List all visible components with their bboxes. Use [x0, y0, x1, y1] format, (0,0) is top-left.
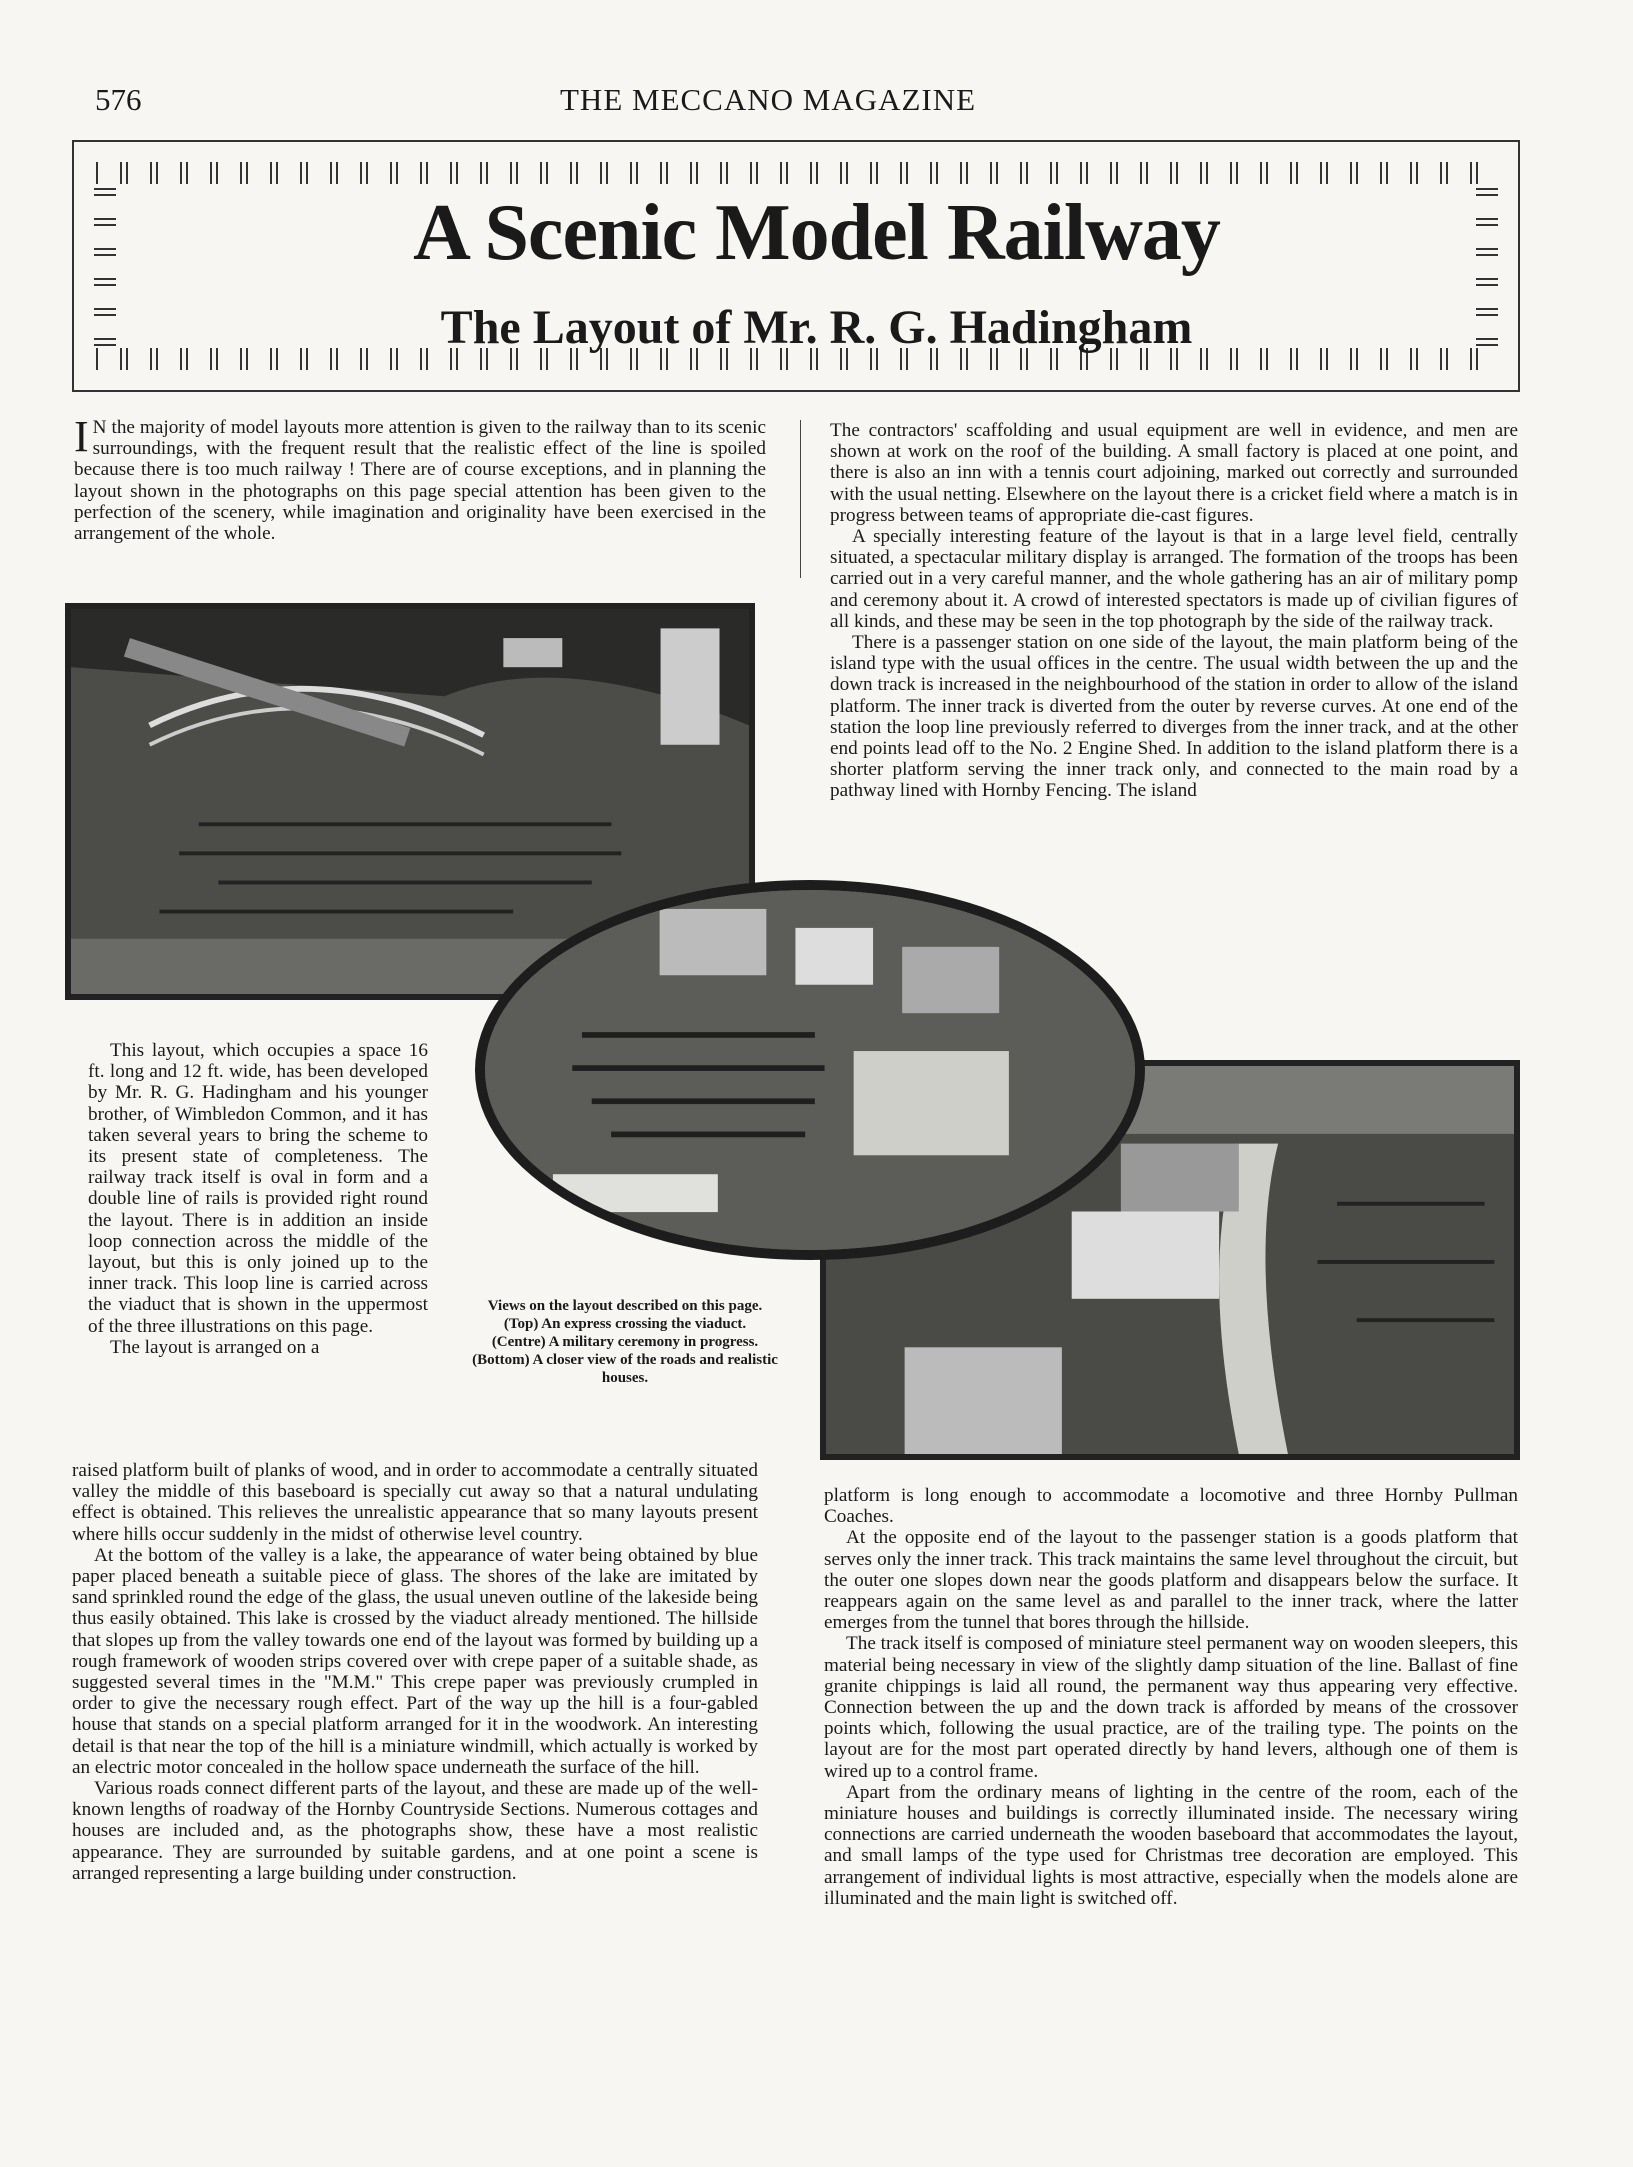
caption-line: Views on the layout described on this page. — [487, 1298, 763, 1314]
right-column-bottom — [824, 1485, 1518, 1909]
magazine-title: THE MECCANO MAGAZINE — [560, 82, 977, 117]
article-subtitle: The Layout of Mr. R. G. Hadingham — [440, 301, 1193, 354]
paragraph: At the opposite end of the layout to the passenger station is a goods platform that serves only the inner track. This track maintains the same level throughout the circuit, but the outer one slopes down near the goods platform and disappears below the surface. It reappears again on the same level as and parallel to the inner track, where the latter emerges from the tunnel that bores through the hillside. — [824, 1527, 1518, 1634]
paragraph: The track itself is composed of miniature steel permanent way on wooden sleepers, this material being necessary in view of the slightly damp situation of the line. Ballast of fine granite chippings is laid all round, the permanent way thus appearing very effective. Connection between the up and the down track is afforded by means of the crossover points which, following the usual practice, are of the trailing type. The points on the layout are for the most part operated directly by hand levers, although one of them is wired up to a control frame. — [824, 1633, 1518, 1782]
paragraph: Apart from the ordinary means of lighting in the centre of the room, each of the miniature houses and buildings is correctly illuminated inside. The necessary wiring connections are carried underneath the wooden baseboard that accommodates the layout, and small lamps of the type used for Christmas tree decoration are employed. This arrangement of individual lights is most attractive, especially when the models alone are illuminated and the main light is switched off. — [824, 1781, 1518, 1909]
caption-line: (Centre) A military ceremony in progress. — [491, 1334, 759, 1350]
intro-column — [74, 412, 766, 545]
left-column-middle — [88, 1040, 428, 1358]
page-number: 576 — [95, 82, 142, 117]
drop-cap: I — [74, 412, 89, 461]
paragraph: This layout, which occupies a space 16 ft. long and 12 ft. wide, has been developed by Mr. R. G. Hadingham and his younger brother, of Wimbledon Common, and it has taken several years to bring the scheme to its present state of completeness. The railway track itself is oval in form and a double line of rails is provided right round the layout. There is in addition an inside loop connection across the middle of the layout, but this is only joined up to the inner track. This loop line is carried across the viaduct that is shown in the uppermost of the three illustrations on this page. — [88, 1040, 428, 1337]
photo-military-ceremony — [475, 880, 1145, 1260]
intro-text: N the majority of model layouts more attention is given to the railway than to its scenic surroundings, with the frequent result that the realistic effect of the line is spoiled because there is too much railway ! There are of course exceptions, and in planning the layout shown in the photographs on this page special attention has been given to the perfection of the scenery, while imagination and originality have been exercised in the arrangement of the whole. — [74, 417, 766, 545]
paragraph: There is a passenger station on one side of the layout, the main platform being of the island type with the usual offices in the centre. The usual width between the up and the down track is increased in the neighbourhood of the station in order to allow of the island platform. The inner track is diverted from the outer by reverse curves. At one end of the station the loop line previously referred to diverges from the inner track, and at the other end points lead off to the No. 2 Engine Shed. In addition to the island platform there is a shorter platform serving the inner track only, and connected to the main road by a pathway lined with Hornby Fencing. The island — [830, 632, 1518, 802]
paragraph: At the bottom of the valley is a lake, the appearance of water being obtained by blue paper placed beneath a suitable piece of glass. The shores of the lake are imitated by sand sprinkled round the edge of the glass, the usual uneven outline of the lakeside being thus easily obtained. This lake is crossed by the viaduct already mentioned. The hillside that slopes up from the valley towards one end of the layout was formed by building up a rough framework of wooden strips covered over with crepe paper of a suitable shade, as suggested several times in the "M.M." This crepe paper was previously crumpled in order to give the necessary rough effect. Part of the way up the hill is a four-gabled house that stands on a special platform arranged for it in the woodwork. An interesting detail is that near the top of the hill is a miniature windmill, which actually is worked by an electric motor concealed in the hollow space underneath the surface of the hill. — [72, 1544, 758, 1778]
paragraph: Various roads connect different parts of the layout, and these are made up of the well-known lengths of roadway of the Hornby Countryside Sections. Numerous cottages and houses are included and, as the photographs show, these have a most realistic appearance. They are surrounded by suitable gardens, and at one point a scene is arranged representing a large building under construction. — [72, 1778, 758, 1884]
intro-paragraph — [74, 412, 766, 545]
caption-line: (Top) An express crossing the viaduct. — [503, 1316, 747, 1332]
paragraph: The layout is arranged on a — [110, 1336, 320, 1358]
paragraph: platform is long enough to accommodate a locomotive and three Hornby Pullman Coaches. — [824, 1485, 1518, 1528]
article-title: A Scenic Model Railway — [413, 189, 1220, 277]
paragraph: The contractors' scaffolding and usual equipment are well in evidence, and men are shown at work on the roof of the building. A small factory is placed at one point, and there is also an inn with a tennis court adjoining, marked out correctly and surrounded with the usual netting. Elsewhere on the layout there is a cricket field where a match is in progress between teams of appropriate die-cast figures. — [830, 420, 1518, 526]
paragraph: A specially interesting feature of the layout is that in a large level field, centrally situated, a spectacular military display is arranged. The formation of the troops has been carried out in a very careful manner, and the whole gathering has an air of military pomp and ceremony about it. A crowd of interested spectators is made up of civilian figures of all kinds, and these may be seen in the top photograph by the side of the railway track. — [830, 526, 1518, 632]
ceremony-photo-image — [485, 890, 1135, 1250]
photo-caption — [470, 1297, 780, 1387]
right-column-top — [830, 420, 1518, 802]
column-rule — [800, 420, 801, 578]
caption-line: (Bottom) A closer view of the roads and realistic houses. — [472, 1352, 778, 1386]
paragraph: raised platform built of planks of wood, and in order to accommodate a centrally situated valley the middle of this baseboard is specially cut away so that a natural undulating effect is obtained. This relieves the unrealistic appearance that so many layouts present where hills occur suddenly in the midst of otherwise level country. — [72, 1460, 758, 1545]
left-column-bottom — [72, 1460, 758, 1884]
